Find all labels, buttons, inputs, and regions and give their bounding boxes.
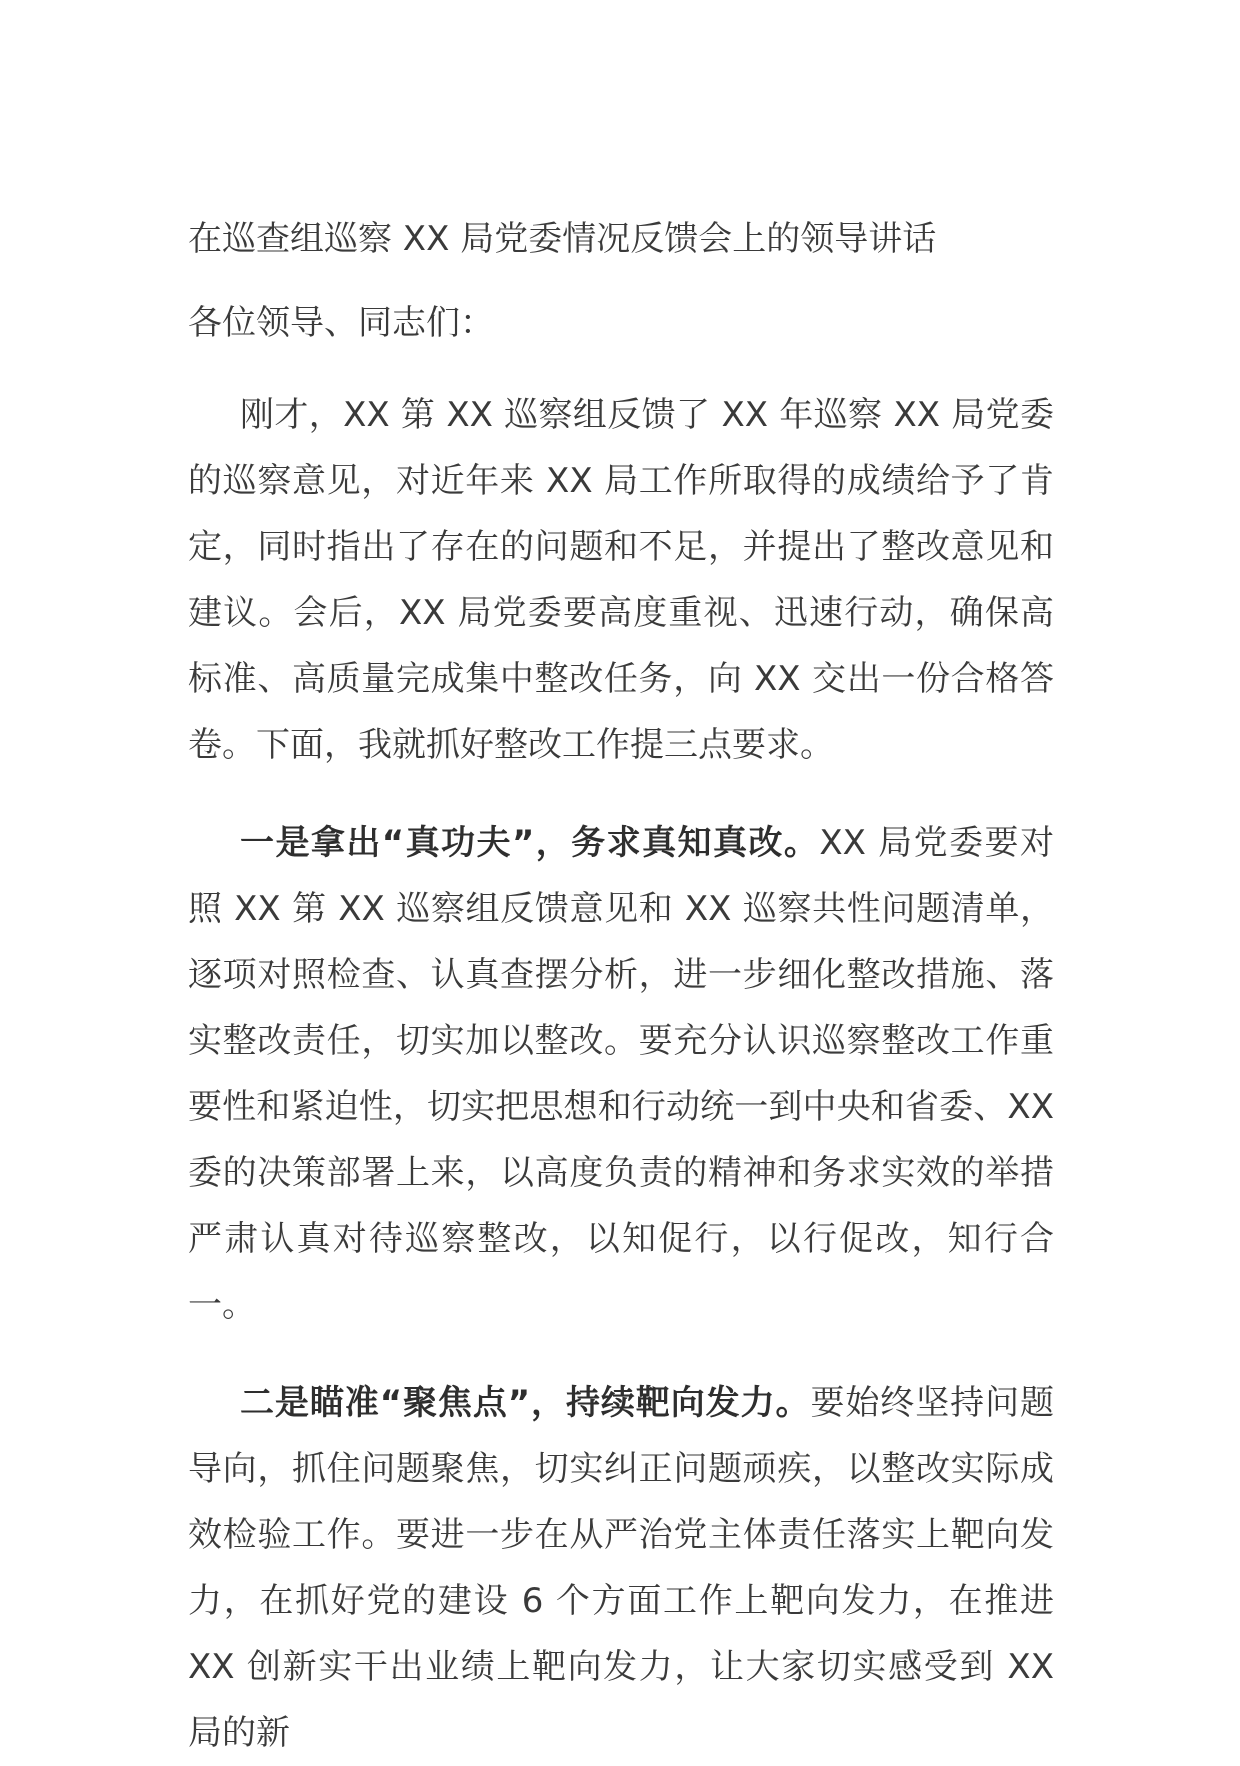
paragraph-2-text: XX 局党委要对照 XX 第 XX 巡察组反馈意见和 XX 巡察共性问题清单，逐项对照检查、认真查摆分析，进一步细化整改措施、落实整改责任，切实加以整改。要充分认识巡察整改工作重要性和紧迫性，切实把思想和行动统一到中央和省委、XX 委的决策部署上来，以高度负责的精神和务求实效的举措严肃认真对待巡察整改，以知促行，以行促改，知行合一。 [188,823,1054,1325]
salutation: 各位领导、同志们： [188,303,494,343]
paragraph-3-text: 要始终坚持问题导向，抓住问题聚焦，切实纠正问题顽疾，以整改实际成效检验工作。要进一步在从严治党主体责任落实上靶向发力，在抓好党的建设 6 个方面工作上靶向发力，在推进 XX 创新实干出业绩上靶向发力，让大家切实感受到 XX 局的新 [188,1383,1054,1753]
paragraph-1 [188,382,1054,778]
paragraph-2-heading: 一是拿出“真功夫”，务求真知真改。 [240,823,820,863]
paragraph-2 [188,810,1054,1338]
paragraph-3-heading: 二是瞄准“聚焦点”，持续靶向发力。 [240,1383,811,1423]
document-title: 在巡查组巡察 XX 局党委情况反馈会上的领导讲话 [188,219,937,259]
paragraph-3 [188,1370,1054,1766]
document-body [188,214,1054,1766]
paragraph-1-text: 刚才，XX 第 XX 巡察组反馈了 XX 年巡察 XX 局党委的巡察意见，对近年来 XX 局工作所取得的成绩给予了肯定，同时指出了存在的问题和不足，并提出了整改意见和建议。会后，XX 局党委要高度重视、迅速行动，确保高标准、高质量完成集中整改任务，向 XX 交出一份合格答卷。下面，我就抓好整改工作提三点要求。 [188,395,1054,765]
